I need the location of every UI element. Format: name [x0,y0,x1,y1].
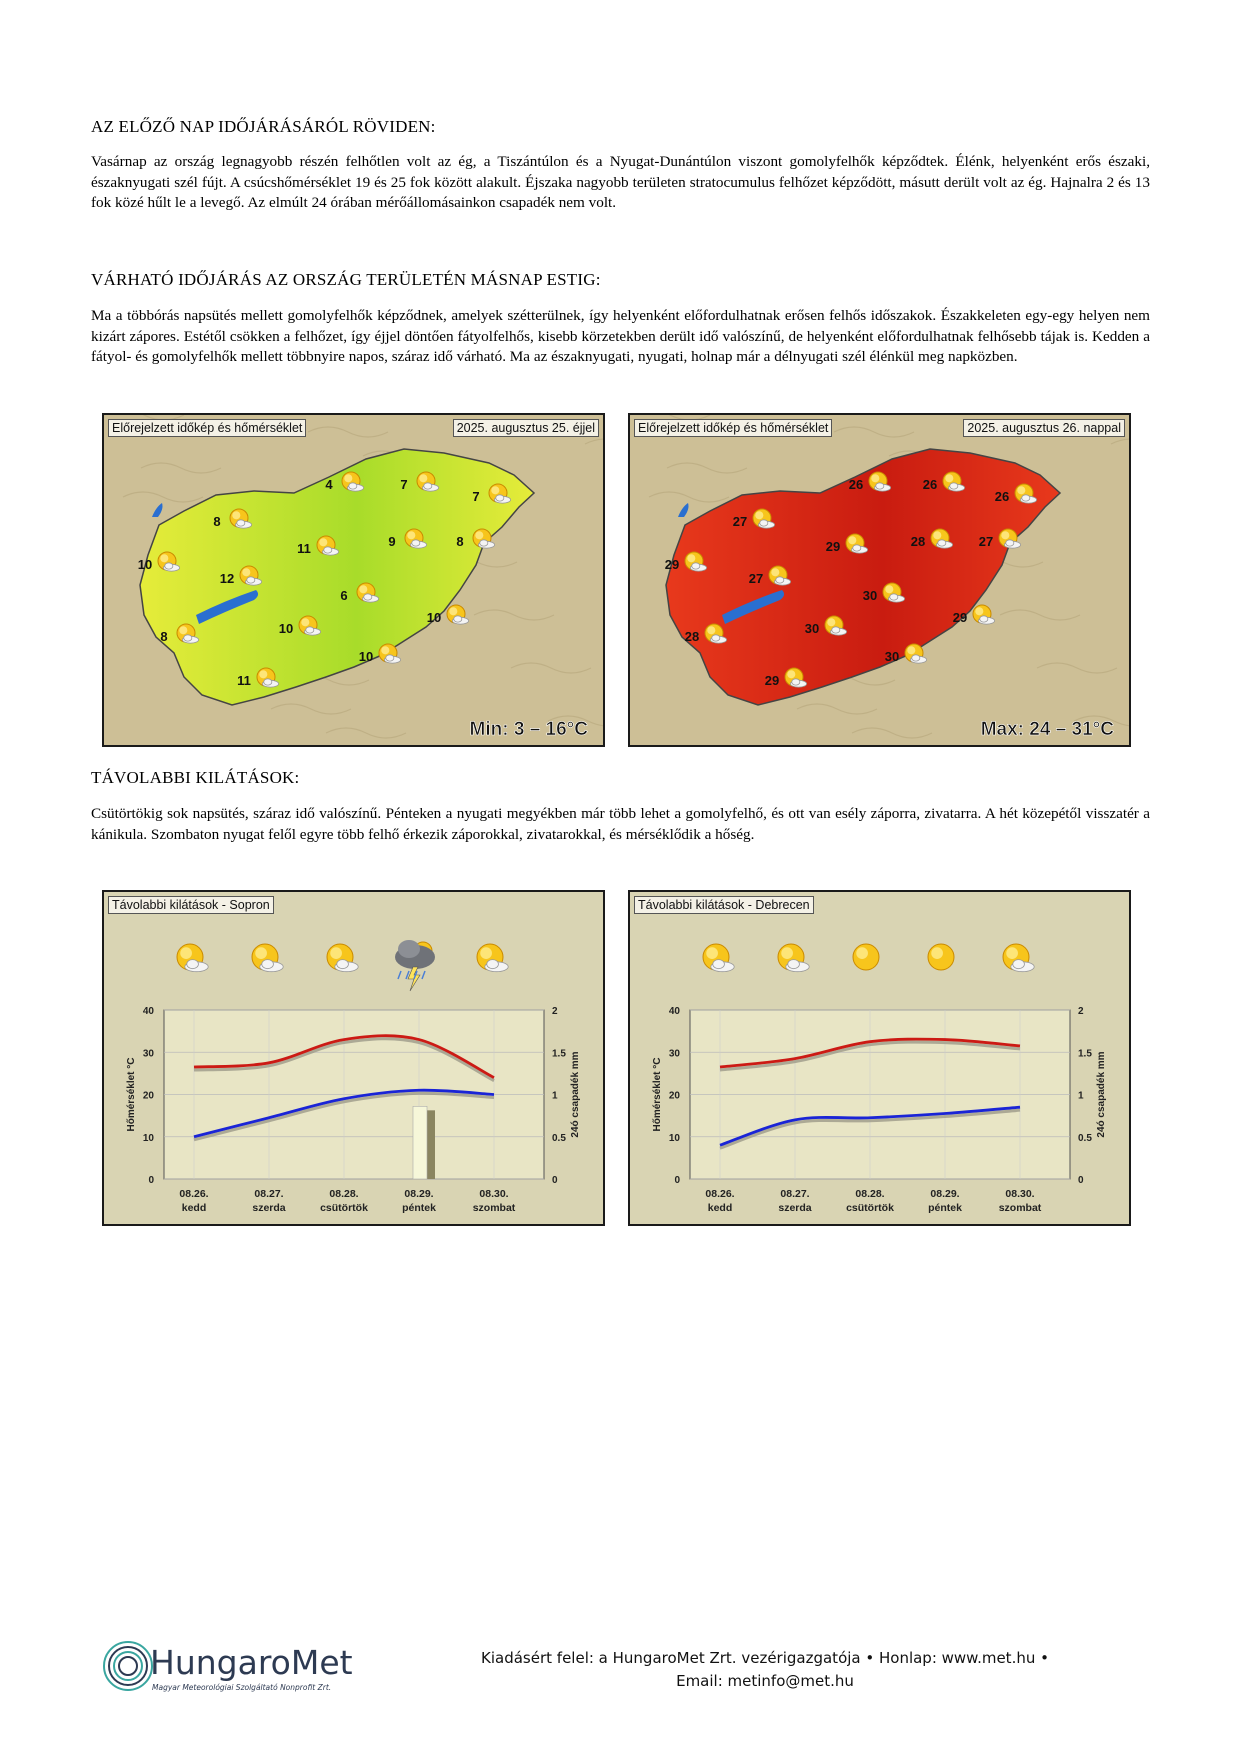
chart-title: Távolabbi kilátások - Debrecen [634,896,814,914]
y-tick-label: 20 [668,1090,680,1102]
map-temperature: 11 [237,673,251,688]
y-tick-label: 10 [668,1132,680,1144]
map-temperature: 11 [297,541,311,556]
lake-ferto [152,503,163,517]
section-text-next-day: Ma a többórás napsütés mellett gomolyfelhők képződnek, amelyek szétterülnek, így helyenként előfordulhatnak erősen felhős időszakok. Északkeleten egy-egy helyen nem kizárt zápores. Estétől csökken a felhőzet, így éjjel döntően fátyolfelhős, kisebb körzetekben derült idő valószínű, de helyenként előfordulhatnak felhősebb tájak is. Kedden a fátyol- és gomolyfelhők mellett többnyire napos, száraz idő várható. Ma az északnyugati, nyugati, holnap már a délnyugati szél élénkül meg napközben. [91,307,1150,365]
sun-icon [853,944,879,970]
sun-icon [928,944,954,970]
sun-cloud-icon [252,944,283,972]
logo-wordmark: HungaroMet [150,1643,353,1682]
weather-icon [379,644,401,663]
y-tick-label: 30 [668,1048,680,1060]
footer-line-1: Kiadásért felel: a HungaroMet Zrt. vezérigazgatója • Honlap: www.met.hu • [481,1649,1049,1667]
x-tick-label: 08.29. [930,1188,960,1200]
map-temperature: 10 [137,557,153,572]
logo-subtitle: Magyar Meteorológiai Szolgáltató Nonprofit Zrt. [152,1683,332,1692]
map-temperature: 28 [684,629,700,644]
x-day-label: szombat [998,1202,1042,1214]
x-tick-label: 08.29. [404,1188,434,1200]
x-day-label: péntek [402,1202,436,1214]
y2-axis-label: 24ó csapadék mm [570,1051,581,1138]
map-temperature: 10 [278,621,294,636]
x-day-label: szombat [472,1202,516,1214]
sun-cloud-icon [477,944,508,972]
map-temperature: 27 [978,534,994,549]
map-temperature: 29 [825,539,841,554]
y2-tick-label: 1 [552,1090,558,1102]
map-temperature: 7 [400,477,408,492]
thunderstorm-icon [395,940,435,991]
x-tick-label: 08.30. [1005,1188,1035,1200]
map-temperature: 26 [848,477,864,492]
y-tick-label: 10 [142,1132,154,1144]
map-temperature: 10 [358,649,374,664]
y2-tick-label: 2 [1078,1006,1084,1017]
x-day-label: csütörtök [846,1202,894,1214]
x-tick-label: 08.30. [479,1188,509,1200]
x-tick-label: 08.26. [179,1188,209,1200]
map-temperature: 10 [426,610,442,625]
outlook-chart-sopron [102,890,605,1226]
sun-cloud-icon [177,944,208,972]
x-tick-label: 08.28. [329,1188,359,1200]
precip-bar [413,1106,427,1179]
chart-title: Távolabbi kilátások - Sopron [108,896,274,914]
sun-cloud-icon [778,944,809,972]
map-temperature: 4 [325,477,333,492]
map-temperature: 9 [388,534,396,549]
x-tick-label: 08.28. [855,1188,885,1200]
map-temperature: 8 [213,514,221,529]
y-axis-label: Hőmérséklet °C [652,1057,663,1132]
y-tick-label: 0 [674,1175,680,1186]
map-date: 2025. augusztus 26. nappal [963,419,1125,437]
weather-icon [905,644,927,663]
map-temperature: 12 [219,571,235,586]
map-title: Előrejelzett időkép és hőmérséklet [634,419,832,437]
y-tick-label: 40 [142,1006,154,1017]
x-day-label: csütörtök [320,1202,368,1214]
map-temperature: 30 [862,588,878,603]
y2-tick-label: 0.5 [552,1132,566,1144]
y-tick-label: 20 [142,1090,154,1102]
x-tick-label: 08.27. [254,1188,284,1200]
sun-cloud-icon [1003,944,1034,972]
x-day-label: szerda [252,1202,286,1214]
map-temperature: 26 [994,489,1010,504]
x-day-label: kedd [707,1202,733,1214]
x-tick-label: 08.27. [780,1188,810,1200]
map-temperature: 30 [804,621,820,636]
map-temperature: 29 [764,673,780,688]
y2-tick-label: 0.5 [1078,1132,1092,1144]
map-temperature: 27 [732,514,748,529]
sun-cloud-icon [327,944,358,972]
map-temperature: 26 [922,477,938,492]
forecast-map-day [628,413,1131,747]
y-tick-label: 40 [668,1006,680,1017]
section-text-prev-day: Vasárnap az ország legnagyobb részén felhőtlen volt az ég, a Tiszántúlon és a Nyugat-Dunántúlon viszont gomolyfelhők képződtek. Élénk, helyenként erős északi, északnyugati szél fújt. A csúcshőmérséklet 19 és 25 fok között alakult. Éjszaka nagyobb területen stratocumulus felhőzet képződött, másutt derült volt az ég. Hajnalra 2 és 13 fok közé hűlt le a levegő. Az elmúlt 24 órában mérőállomásainkon csapadék nem volt. [91,153,1150,211]
section-text-outlook: Csütörtökig sok napsütés, száraz idő valószínű. Pénteken a nyugati megyékben már több lehet a gomolyfelhő, és ott van esély záporra, zivatarra. A hét közepétől visszatér a kánikula. Szombaton nyugat felől egyre több felhő érkezik záporokkal, zivatarokkal, és mérséklődik a hőség. [91,805,1150,843]
map-temperature: 29 [952,610,968,625]
hungary-shape [137,449,534,705]
map-temperature: 28 [910,534,926,549]
y2-tick-label: 0 [1078,1175,1084,1186]
map-title: Előrejelzett időkép és hőmérséklet [108,419,306,437]
map-temperature: 30 [884,649,900,664]
y-axis-label: Hőmérséklet °C [126,1057,137,1132]
x-day-label: péntek [928,1202,962,1214]
map-summary: Min: 3 – 16°C [469,719,588,740]
y2-tick-label: 1 [1078,1090,1084,1102]
y2-axis-label: 24ó csapadék mm [1096,1051,1107,1138]
map-temperature: 8 [160,629,168,644]
y2-tick-label: 1.5 [552,1048,566,1060]
y2-tick-label: 2 [552,1006,558,1017]
map-date: 2025. augusztus 25. éjjel [453,419,599,437]
map-temperature: 27 [748,571,764,586]
sun-cloud-icon [703,944,734,972]
section-heading-outlook: TÁVOLABBI KILÁTÁSOK: [91,768,300,787]
hungaromet-logo-icon [100,1636,156,1696]
weather-icon [973,605,995,624]
y-tick-label: 0 [148,1175,154,1186]
section-heading-next-day: VÁRHATÓ IDŐJÁRÁS AZ ORSZÁG TERÜLETÉN MÁSNAP ESTIG: [91,270,601,289]
footer-line-2: Email: metinfo@met.hu [676,1672,854,1690]
map-summary: Max: 24 – 31°C [980,719,1114,740]
outlook-chart-debrecen [628,890,1131,1226]
section-heading-prev-day: AZ ELŐZŐ NAP IDŐJÁRÁSÁRÓL RÖVIDEN: [91,117,436,136]
y2-tick-label: 0 [552,1175,558,1186]
map-temperature: 29 [664,557,680,572]
map-temperature: 8 [456,534,464,549]
map-temperature: 7 [472,489,480,504]
weather-icon [447,605,469,624]
forecast-map-night [102,413,605,747]
x-tick-label: 08.26. [705,1188,735,1200]
x-day-label: szerda [778,1202,812,1214]
map-temperature: 6 [340,588,348,603]
y-tick-label: 30 [142,1048,154,1060]
x-day-label: kedd [181,1202,207,1214]
lake-ferto [678,503,689,517]
y2-tick-label: 1.5 [1078,1048,1092,1060]
